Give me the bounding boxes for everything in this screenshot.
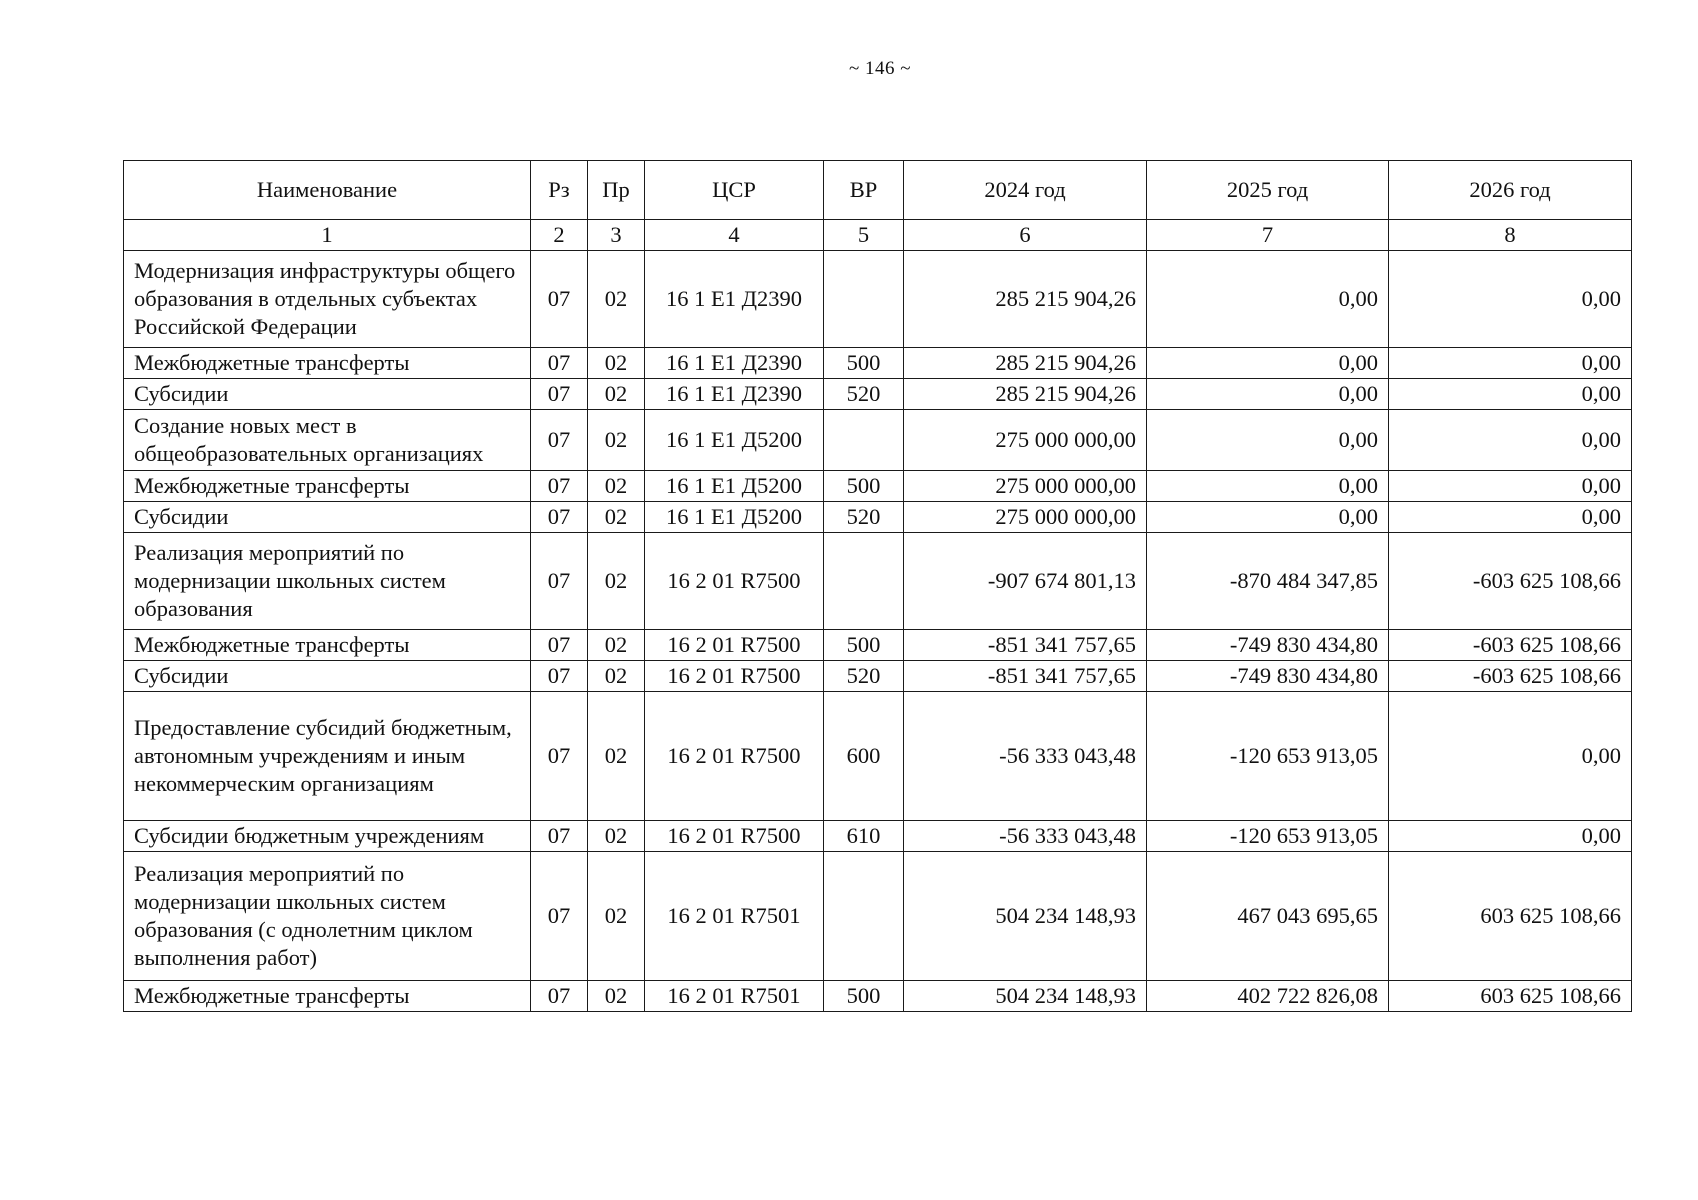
row-rz: 07 [531,348,588,379]
row-rz: 07 [531,821,588,852]
row-2024: -851 341 757,65 [904,630,1147,661]
row-csr: 16 2 01 R7500 [645,692,824,821]
row-csr: 16 1 E1 Д2390 [645,379,824,410]
header-2024: 2024 год [904,161,1147,220]
row-pr: 02 [588,981,645,1012]
column-number: 7 [1147,220,1389,251]
table-row [124,821,1632,852]
column-number: 2 [531,220,588,251]
row-2026: -603 625 108,66 [1389,661,1632,692]
header-pr: Пр [588,161,645,220]
table-row [124,348,1632,379]
row-rz: 07 [531,981,588,1012]
row-name: Субсидии бюджетным учреждениям [124,821,531,852]
row-pr: 02 [588,821,645,852]
row-2025: 0,00 [1147,348,1389,379]
budget-table [123,160,1632,1012]
row-name: Реализация мероприятий по модернизации школьных систем образования [124,533,531,630]
row-2024: 285 215 904,26 [904,379,1147,410]
table-row [124,410,1632,471]
row-2024: 275 000 000,00 [904,410,1147,471]
row-csr: 16 2 01 R7500 [645,533,824,630]
row-rz: 07 [531,661,588,692]
row-2026: 0,00 [1389,379,1632,410]
row-name: Предоставление субсидий бюджетным, автономным учреждениям и иным некоммерческим организациям [124,692,531,821]
header-2026: 2026 год [1389,161,1632,220]
row-2026: 0,00 [1389,502,1632,533]
column-number-row [124,220,1632,251]
row-csr: 16 2 01 R7501 [645,981,824,1012]
header-vr: ВР [824,161,904,220]
row-2025: -120 653 913,05 [1147,821,1389,852]
row-rz: 07 [531,630,588,661]
row-2026: 0,00 [1389,410,1632,471]
row-2024: 275 000 000,00 [904,471,1147,502]
row-vr: 500 [824,981,904,1012]
row-rz: 07 [531,410,588,471]
row-csr: 16 2 01 R7500 [645,661,824,692]
table-row [124,533,1632,630]
row-2025: 0,00 [1147,379,1389,410]
row-csr: 16 1 E1 Д2390 [645,251,824,348]
table-row [124,692,1632,821]
row-pr: 02 [588,533,645,630]
row-csr: 16 1 E1 Д5200 [645,471,824,502]
row-pr: 02 [588,502,645,533]
row-csr: 16 2 01 R7500 [645,821,824,852]
row-pr: 02 [588,661,645,692]
column-number: 3 [588,220,645,251]
row-2026: 0,00 [1389,348,1632,379]
row-2024: 275 000 000,00 [904,502,1147,533]
column-number: 1 [124,220,531,251]
row-pr: 02 [588,348,645,379]
row-2025: 0,00 [1147,502,1389,533]
row-vr [824,852,904,981]
row-pr: 02 [588,471,645,502]
row-2024: 504 234 148,93 [904,981,1147,1012]
row-name: Межбюджетные трансферты [124,981,531,1012]
row-pr: 02 [588,251,645,348]
row-name: Межбюджетные трансферты [124,471,531,502]
row-2025: -120 653 913,05 [1147,692,1389,821]
row-2025: 467 043 695,65 [1147,852,1389,981]
row-csr: 16 2 01 R7500 [645,630,824,661]
header-row [124,161,1632,220]
row-2024: 285 215 904,26 [904,348,1147,379]
row-name: Межбюджетные трансферты [124,348,531,379]
column-number: 5 [824,220,904,251]
row-2025: 0,00 [1147,410,1389,471]
row-pr: 02 [588,630,645,661]
row-2025: -749 830 434,80 [1147,661,1389,692]
row-name: Межбюджетные трансферты [124,630,531,661]
row-2026: 603 625 108,66 [1389,981,1632,1012]
column-number: 8 [1389,220,1632,251]
row-name: Реализация мероприятий по модернизации школьных систем образования (с однолетним циклом выполнения работ) [124,852,531,981]
row-2024: -851 341 757,65 [904,661,1147,692]
table-row [124,852,1632,981]
row-2024: 285 215 904,26 [904,251,1147,348]
table-row [124,630,1632,661]
table-row [124,471,1632,502]
row-vr [824,410,904,471]
row-vr: 600 [824,692,904,821]
row-2026: 603 625 108,66 [1389,852,1632,981]
row-2025: 402 722 826,08 [1147,981,1389,1012]
row-rz: 07 [531,692,588,821]
row-vr: 500 [824,348,904,379]
row-2026: 0,00 [1389,251,1632,348]
row-name: Создание новых мест в общеобразовательных организациях [124,410,531,471]
row-rz: 07 [531,471,588,502]
row-2025: -749 830 434,80 [1147,630,1389,661]
row-2026: 0,00 [1389,821,1632,852]
header-csr: ЦСР [645,161,824,220]
row-2026: -603 625 108,66 [1389,630,1632,661]
row-2024: -907 674 801,13 [904,533,1147,630]
row-vr [824,251,904,348]
row-name: Субсидии [124,661,531,692]
row-vr: 520 [824,661,904,692]
row-csr: 16 1 E1 Д5200 [645,502,824,533]
table-row [124,251,1632,348]
row-csr: 16 1 E1 Д2390 [645,348,824,379]
row-2024: -56 333 043,48 [904,692,1147,821]
row-pr: 02 [588,852,645,981]
row-rz: 07 [531,533,588,630]
row-vr [824,533,904,630]
row-rz: 07 [531,852,588,981]
row-rz: 07 [531,502,588,533]
row-rz: 07 [531,251,588,348]
row-vr: 500 [824,630,904,661]
row-csr: 16 1 E1 Д5200 [645,410,824,471]
row-pr: 02 [588,379,645,410]
row-name: Субсидии [124,502,531,533]
row-2025: 0,00 [1147,251,1389,348]
row-2024: 504 234 148,93 [904,852,1147,981]
row-pr: 02 [588,692,645,821]
row-name: Модернизация инфраструктуры общего образования в отдельных субъектах Российской Федерации [124,251,531,348]
row-vr: 520 [824,502,904,533]
header-name: Наименование [124,161,531,220]
table-row [124,661,1632,692]
table-row [124,502,1632,533]
row-pr: 02 [588,410,645,471]
column-number: 6 [904,220,1147,251]
row-2026: 0,00 [1389,692,1632,821]
row-rz: 07 [531,379,588,410]
row-2026: 0,00 [1389,471,1632,502]
row-csr: 16 2 01 R7501 [645,852,824,981]
row-name: Субсидии [124,379,531,410]
row-2026: -603 625 108,66 [1389,533,1632,630]
column-number: 4 [645,220,824,251]
table-row [124,981,1632,1012]
row-vr: 520 [824,379,904,410]
row-2025: 0,00 [1147,471,1389,502]
row-2024: -56 333 043,48 [904,821,1147,852]
row-vr: 500 [824,471,904,502]
row-2025: -870 484 347,85 [1147,533,1389,630]
table-row [124,379,1632,410]
header-rz: Рз [531,161,588,220]
row-vr: 610 [824,821,904,852]
page-number: ~ 146 ~ [848,58,912,79]
header-2025: 2025 год [1147,161,1389,220]
